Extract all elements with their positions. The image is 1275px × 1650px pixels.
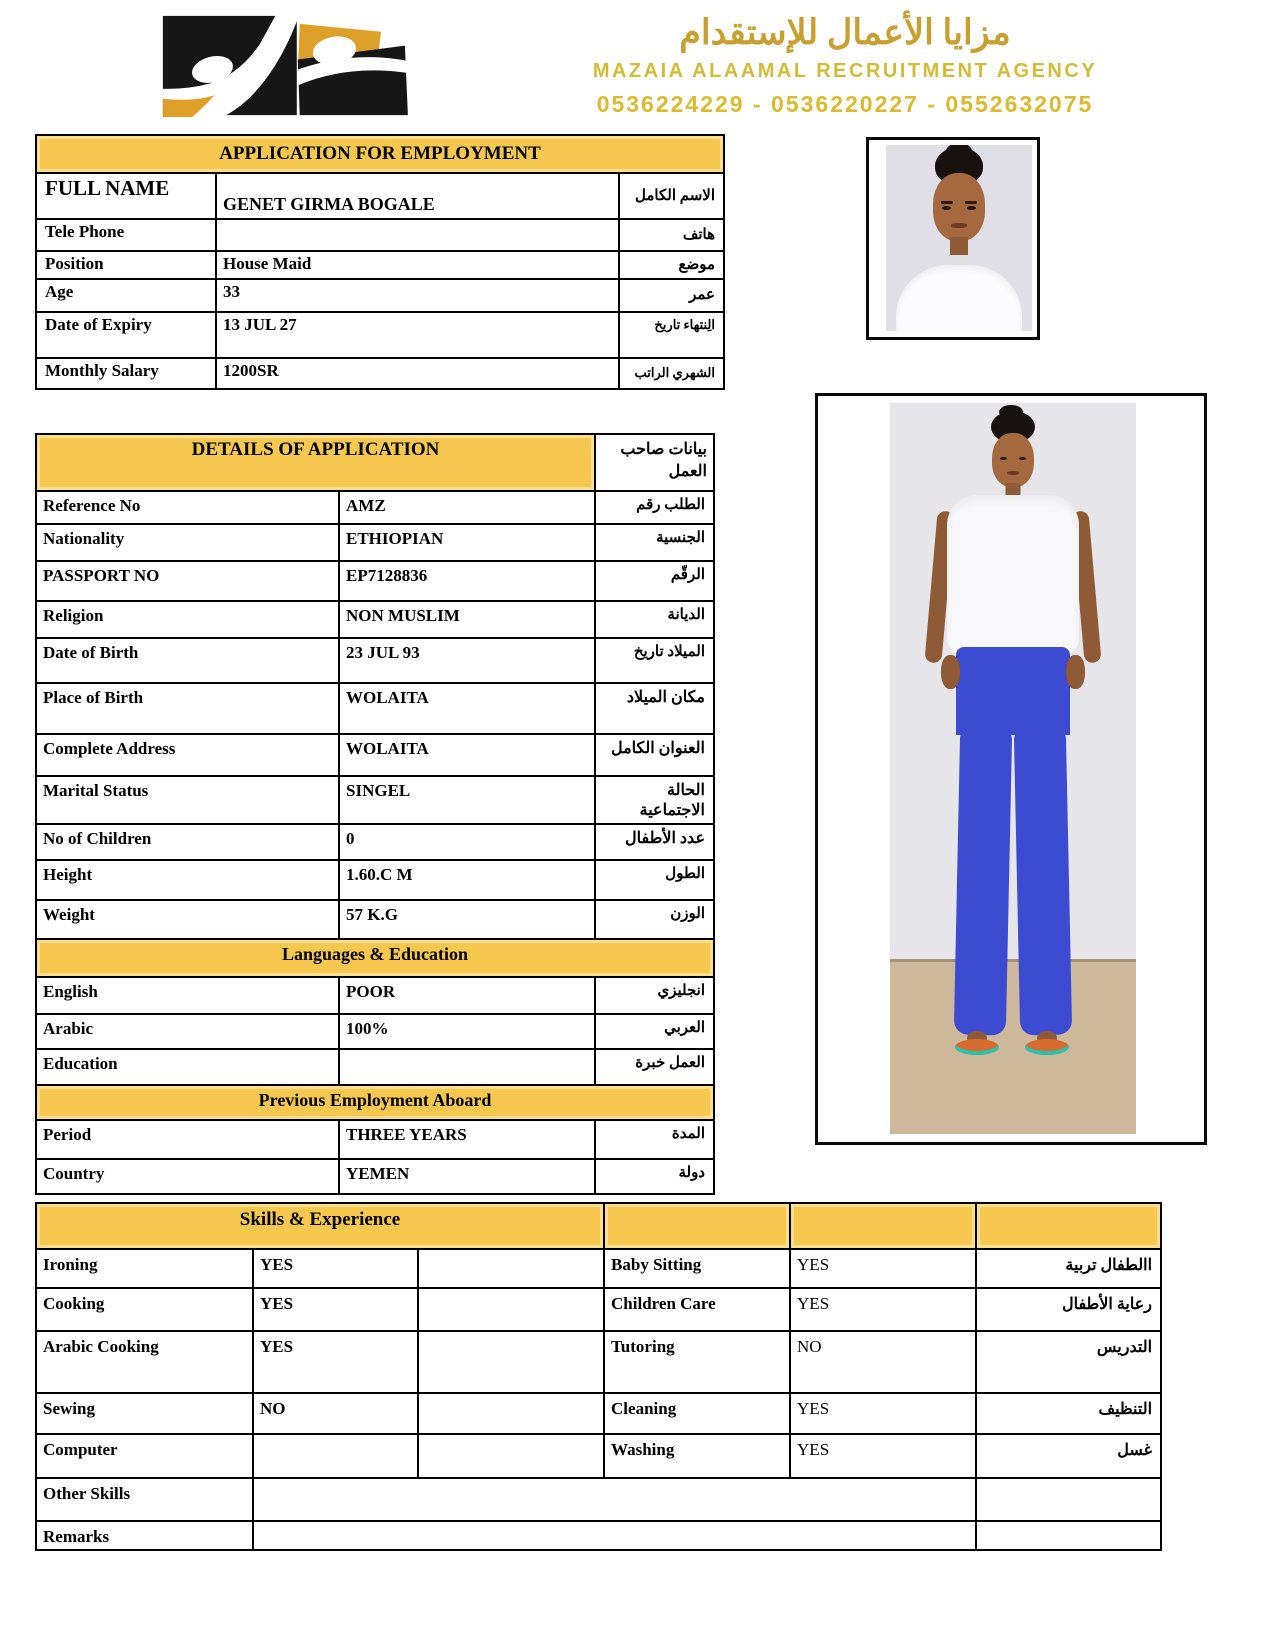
nationality-label-ar: الجنسية [595, 524, 714, 561]
table-row [36, 1249, 1161, 1288]
children-care-value: YES [790, 1288, 976, 1331]
no-of-children-label-ar: عدد الأطفال [595, 824, 714, 860]
monthly-salary-label: Monthly Salary [36, 358, 216, 389]
table-row [36, 524, 714, 561]
other-skills-label: Other Skills [36, 1478, 253, 1521]
washing-label: Washing [604, 1434, 790, 1478]
education-label-ar: العمل خبرة [595, 1049, 714, 1085]
no-of-children-label: No of Children [36, 824, 339, 860]
right-hand [1066, 655, 1085, 689]
table-row [36, 1014, 714, 1049]
right-jean-leg [1014, 728, 1072, 1035]
applicant-full-body-photo [890, 403, 1136, 1134]
remarks-ar-cell [976, 1521, 1161, 1550]
agency-header [515, 14, 1175, 118]
arabic-cooking-value: YES [253, 1331, 418, 1393]
passport-no-value: EP7128836 [339, 561, 595, 601]
arabic-label: Arabic [36, 1014, 339, 1049]
arabic-label-ar: العربي [595, 1014, 714, 1049]
weight-value: 57 K.G [339, 900, 595, 939]
english-label: English [36, 977, 339, 1014]
marital-status-label-ar: الحالة الاجتماعية [595, 776, 714, 824]
cleaning-label: Cleaning [604, 1393, 790, 1434]
monthly-salary-label-ar: الشهري الراتب [619, 358, 724, 389]
date-of-birth-value: 23 JUL 93 [339, 638, 595, 683]
cooking-value: YES [253, 1288, 418, 1331]
tutoring-label: Tutoring [604, 1331, 790, 1393]
baby-sitting-label-ar: االطفال تربية [976, 1249, 1161, 1288]
table-row [36, 638, 714, 683]
table-row [36, 491, 714, 524]
children-care-label-ar: رعاية الأطفال [976, 1288, 1161, 1331]
table-row [36, 1478, 1161, 1521]
height-label-ar: الطول [595, 860, 714, 900]
date-of-expiry-label-ar: الِنتهاء تاريخ [619, 312, 724, 358]
table-row [36, 734, 714, 776]
sewing-value: NO [253, 1393, 418, 1434]
english-value: POOR [339, 977, 595, 1014]
baby-sitting-label: Baby Sitting [604, 1249, 790, 1288]
full-name-label: FULL NAME [36, 173, 216, 219]
white-shirt [896, 265, 1022, 331]
complete-address-value: WOLAITA [339, 734, 595, 776]
country-value: YEMEN [339, 1159, 595, 1194]
tele-phone-label-ar: هاتف [619, 219, 724, 251]
table-row [36, 776, 714, 824]
arabic-value: 100% [339, 1014, 595, 1049]
baby-sitting-value: YES [790, 1249, 976, 1288]
date-of-birth-label-ar: الميلاد تاريخ [595, 638, 714, 683]
empty-cell [418, 1249, 604, 1288]
empty-cell [418, 1288, 604, 1331]
neck [950, 237, 968, 255]
cooking-label: Cooking [36, 1288, 253, 1331]
application-for-employment-table [35, 134, 725, 390]
complete-address-label: Complete Address [36, 734, 339, 776]
education-label: Education [36, 1049, 339, 1085]
cleaning-label-ar: التنظيف [976, 1393, 1161, 1434]
ironing-label: Ironing [36, 1249, 253, 1288]
table-row [36, 561, 714, 601]
table-row [36, 1331, 1161, 1393]
position-value: House Maid [216, 251, 619, 279]
table-row [36, 977, 714, 1014]
other-skills-ar-cell [976, 1478, 1161, 1521]
table-row [36, 824, 714, 860]
table-row [36, 1393, 1161, 1434]
tutoring-label-ar: التدريس [976, 1331, 1161, 1393]
eyebrow [941, 201, 953, 204]
no-of-children-value: 0 [339, 824, 595, 860]
languages-education-header: Languages & Education [36, 939, 714, 977]
empty-cell [418, 1393, 604, 1434]
date-of-birth-label: Date of Birth [36, 638, 339, 683]
place-of-birth-value: WOLAITA [339, 683, 595, 734]
nationality-value: ETHIOPIAN [339, 524, 595, 561]
table-row [36, 1120, 714, 1159]
place-of-birth-label: Place of Birth [36, 683, 339, 734]
reference-no-label: Reference No [36, 491, 339, 524]
details-table-title: DETAILS OF APPLICATION [36, 434, 595, 491]
passport-photo-frame [866, 137, 1040, 340]
washing-value: YES [790, 1434, 976, 1478]
weight-label-ar: الوزن [595, 900, 714, 939]
agency-name-english: MAZAIA ALAAMAL RECRUITMENT AGENCY [592, 59, 1098, 82]
left-hand [941, 655, 960, 689]
religion-label: Religion [36, 601, 339, 638]
face [933, 173, 985, 241]
jeans-hip [956, 647, 1070, 735]
age-value: 33 [216, 279, 619, 312]
skills-experience-table [35, 1202, 1162, 1551]
washing-label-ar: غسل [976, 1434, 1161, 1478]
skills-header-blank [604, 1203, 790, 1249]
floor [890, 959, 1136, 1134]
full-name-label-ar: الاسم الكامل [619, 173, 724, 219]
marital-status-label: Marital Status [36, 776, 339, 824]
monthly-salary-value: 1200SR [216, 358, 619, 389]
cleaning-value: YES [790, 1393, 976, 1434]
education-value [339, 1049, 595, 1085]
table-row [36, 601, 714, 638]
agency-phone-numbers: 0536224229 - 0536220227 - 0552632075 [596, 90, 1094, 117]
passport-no-label-ar: الرقّم [595, 561, 714, 601]
passport-no-label: PASSPORT NO [36, 561, 339, 601]
eyebrow [965, 201, 977, 204]
period-value: THREE YEARS [339, 1120, 595, 1159]
country-label-ar: دولة [595, 1159, 714, 1194]
period-label-ar: المدة [595, 1120, 714, 1159]
full-body-photo-frame [815, 393, 1207, 1145]
nationality-label: Nationality [36, 524, 339, 561]
table-row [36, 860, 714, 900]
table-row [36, 1521, 1161, 1550]
table-row [36, 251, 724, 279]
skills-header-blank [790, 1203, 976, 1249]
children-care-label: Children Care [604, 1288, 790, 1331]
eye [1000, 457, 1007, 460]
remarks-label: Remarks [36, 1521, 253, 1550]
age-label-ar: عمر [619, 279, 724, 312]
english-label-ar: انجليزي [595, 977, 714, 1014]
table-row [36, 1434, 1161, 1478]
religion-label-ar: الديانة [595, 601, 714, 638]
table-row [36, 173, 724, 219]
table-row [36, 279, 724, 312]
table-row [36, 1288, 1161, 1331]
age-label: Age [36, 279, 216, 312]
date-of-expiry-label: Date of Expiry [36, 312, 216, 358]
eye [942, 206, 951, 210]
left-sandal [955, 1039, 999, 1055]
place-of-birth-label-ar: مكان الميلاد [595, 683, 714, 734]
eye [1019, 457, 1026, 460]
white-tshirt [947, 495, 1079, 655]
sewing-label: Sewing [36, 1393, 253, 1434]
applicant-headshot-photo [886, 145, 1032, 331]
eye [967, 206, 976, 210]
marital-status-value: SINGEL [339, 776, 595, 824]
table-row [36, 358, 724, 389]
arabic-cooking-label: Arabic Cooking [36, 1331, 253, 1393]
reference-no-label-ar: الطلب رقم [595, 491, 714, 524]
position-label: Position [36, 251, 216, 279]
empty-cell [418, 1434, 604, 1478]
table-row [36, 219, 724, 251]
height-label: Height [36, 860, 339, 900]
tele-phone-label: Tele Phone [36, 219, 216, 251]
country-label: Country [36, 1159, 339, 1194]
reference-no-value: AMZ [339, 491, 595, 524]
table-row [36, 900, 714, 939]
skills-header-blank [976, 1203, 1161, 1249]
tutoring-value: NO [790, 1331, 976, 1393]
empty-cell [418, 1331, 604, 1393]
religion-value: NON MUSLIM [339, 601, 595, 638]
computer-label: Computer [36, 1434, 253, 1478]
agency-logo-icon [110, 4, 430, 128]
face [992, 433, 1034, 487]
two-figures-logo-icon [110, 4, 430, 128]
table-row [36, 312, 724, 358]
previous-employment-header: Previous Employment Aboard [36, 1085, 714, 1120]
details-table-title-ar: بيانات صاحب العمل [595, 434, 714, 491]
height-value: 1.60.C M [339, 860, 595, 900]
table-row [36, 1049, 714, 1085]
details-of-application-table [35, 433, 715, 1195]
complete-address-label-ar: العنوان الكامل [595, 734, 714, 776]
table-row [36, 1159, 714, 1194]
ironing-value: YES [253, 1249, 418, 1288]
full-name-value: GENET GIRMA BOGALE [216, 173, 619, 219]
position-label-ar: موضع [619, 251, 724, 279]
left-jean-leg [954, 728, 1012, 1035]
right-sandal [1025, 1039, 1069, 1055]
weight-label: Weight [36, 900, 339, 939]
application-table-title: APPLICATION FOR EMPLOYMENT [36, 135, 724, 173]
agency-name-arabic: مزايا الأعمال للإستقدام [679, 13, 1011, 52]
computer-value [253, 1434, 418, 1478]
period-label: Period [36, 1120, 339, 1159]
skills-table-title: Skills & Experience [36, 1203, 604, 1249]
tele-phone-value [216, 219, 619, 251]
remarks-value [253, 1521, 976, 1550]
date-of-expiry-value: 13 JUL 27 [216, 312, 619, 358]
mouth [951, 223, 967, 228]
table-row [36, 683, 714, 734]
mouth [1007, 471, 1019, 475]
other-skills-value [253, 1478, 976, 1521]
